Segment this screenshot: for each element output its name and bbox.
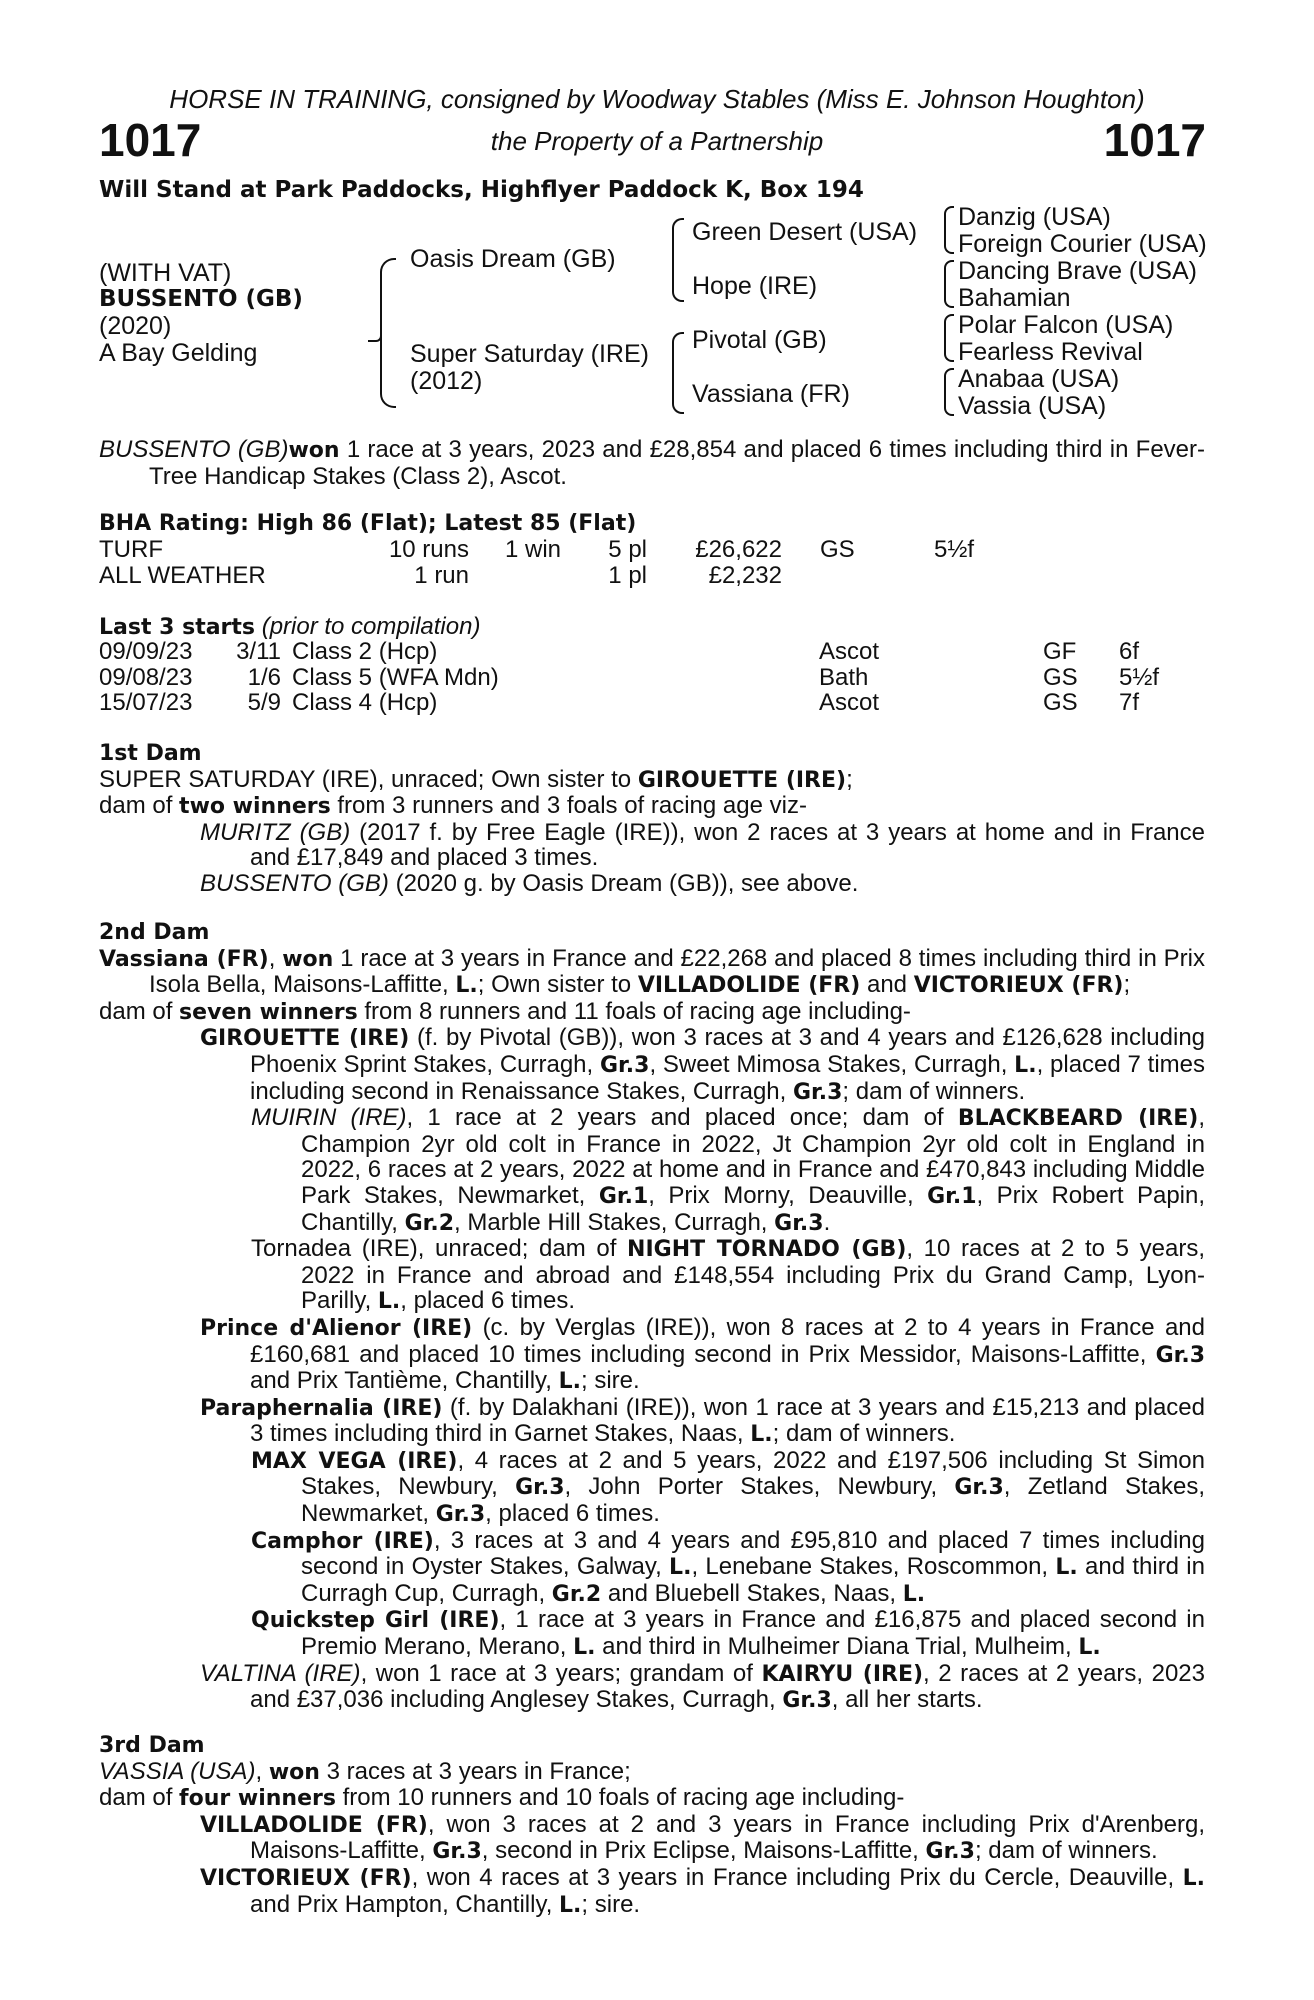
rating-money: £2,232 xyxy=(708,561,782,589)
rating-wins xyxy=(469,563,561,589)
text: dam of xyxy=(99,792,180,820)
text: , xyxy=(255,1757,269,1785)
stand-location: Will Stand at Park Paddocks, Highflyer Paddock K, Box 194 xyxy=(99,177,864,203)
winners-count: two winners xyxy=(179,794,331,820)
horse-name: VICTORIEUX (FR) xyxy=(200,1865,412,1891)
text: , 1 race at 2 years and placed once; dam of xyxy=(406,1104,958,1132)
rating-placed: 1 pl xyxy=(608,561,647,589)
produce-entry xyxy=(99,1865,1205,1918)
pedigree-sire-sire: Green Desert (USA) xyxy=(692,218,918,246)
pedigree-ddd: Vassia (USA) xyxy=(958,392,1107,420)
pedigree-dam-dam: Vassiana (FR) xyxy=(692,380,850,408)
text: and Prix Tantième, Chantilly, xyxy=(250,1367,559,1395)
horse-name: NIGHT TORNADO (GB) xyxy=(627,1237,907,1263)
produce-entry xyxy=(99,1661,1205,1714)
grade: Gr.3 xyxy=(600,1052,650,1078)
grade: L. xyxy=(902,1581,926,1607)
produce-entry xyxy=(99,1812,1205,1865)
horse-name: Paraphernalia (IRE) xyxy=(200,1395,443,1421)
grade: Gr.1 xyxy=(927,1183,977,1209)
text: (f. by Dalakhani (IRE)), won 1 race at 3 years and £15,213 and placed 3 times including third in Garnet Stakes, Naas, xyxy=(250,1393,1205,1448)
pedigree-brace-ss xyxy=(944,206,954,232)
start-date: 09/09/23 xyxy=(99,638,193,665)
text: ; dam of winners. xyxy=(842,1077,1026,1105)
produce-entry xyxy=(99,1105,1205,1236)
text: , Marble Hill Stakes, Curragh, xyxy=(454,1208,775,1236)
start-distance: 7f xyxy=(1119,689,1140,717)
lot-number-left: 1017 xyxy=(99,114,202,166)
rating-row-turf xyxy=(99,537,994,563)
summary-horse-name: BUSSENTO (GB) xyxy=(99,436,289,463)
grade: Gr.3 xyxy=(774,1210,824,1236)
horse-name: GIROUETTE (IRE) xyxy=(200,1026,410,1052)
won: won xyxy=(282,946,334,972)
horse-name: VILLADOLIDE (FR) xyxy=(637,973,861,999)
pedigree-brace-sd xyxy=(944,260,954,286)
horse-name: VASSIA (USA) xyxy=(99,1757,256,1785)
pedigree-dam-sire: Pivotal (GB) xyxy=(692,326,827,354)
lot-number-right: 1017 xyxy=(1103,114,1206,166)
horse-name: MUIRIN (IRE) xyxy=(251,1104,407,1132)
text: dam of xyxy=(99,1784,180,1812)
horse-year: (2020) xyxy=(99,312,172,340)
start-class: Class 2 (Hcp) xyxy=(292,638,438,665)
text: , John Porter Stakes, Newbury, xyxy=(564,1473,955,1501)
pedigree-dss: Polar Falcon (USA) xyxy=(958,311,1174,339)
text: , Champion 2yr old colt in France in 2022, Jt Champion 2yr old colt in England in 2022, 6 races at 2 years, 2022 at home and in France and £470,843 including Middle Park Stakes, Newmarket, xyxy=(301,1104,1206,1209)
pedigree-dds: Anabaa (USA) xyxy=(958,365,1120,393)
text: (2020 g. by Oasis Dream (GB)), see above. xyxy=(388,869,859,897)
grade: L. xyxy=(669,1555,692,1581)
won: won xyxy=(268,1759,320,1785)
rating-money: £26,622 xyxy=(695,536,782,563)
text: , 4 races at 2 and 5 years, 2022 and £197,506 including St Simon Stakes, Newbury, xyxy=(301,1446,1206,1501)
rating-going: GS xyxy=(820,536,855,563)
text: 3 races at 3 years in France; xyxy=(319,1757,631,1785)
horse-name: VICTORIEUX (FR) xyxy=(913,973,1124,999)
text: and Prix Hampton, Chantilly, xyxy=(250,1890,560,1918)
horse-name: VALTINA (IRE) xyxy=(200,1659,361,1687)
text: , all her starts. xyxy=(831,1686,983,1714)
pedigree-brace-sire xyxy=(672,218,684,266)
grade: L. xyxy=(377,1289,401,1315)
text: ; sire. xyxy=(580,1367,640,1395)
first-dam-produce-line xyxy=(99,793,1205,820)
pedigree-ssd: Foreign Courier (USA) xyxy=(958,230,1207,258)
vat-note: (WITH VAT) xyxy=(99,259,232,287)
grade: Gr.3 xyxy=(782,1688,832,1714)
horse-name: BUSSENTO (GB) xyxy=(200,869,389,897)
second-dam-title: 2nd Dam xyxy=(99,920,210,945)
last-starts-heading xyxy=(99,613,480,641)
text: dam of xyxy=(99,997,180,1025)
text: ; xyxy=(1123,971,1131,999)
pedigree-dam-year: (2012) xyxy=(410,367,483,395)
text: from 3 runners and 3 foals of racing age viz- xyxy=(330,792,807,820)
produce-entry xyxy=(99,1395,1205,1448)
text: ; dam of winners. xyxy=(974,1837,1158,1865)
last-starts-title: Last 3 starts xyxy=(99,615,256,640)
first-dam-section xyxy=(99,741,1205,897)
start-course: Bath xyxy=(819,663,869,691)
pedigree-sss: Danzig (USA) xyxy=(958,203,1111,231)
text: and third in Curragh Cup, Curragh, xyxy=(301,1553,1205,1607)
rating-runs: 1 run xyxy=(414,561,469,589)
last-starts-subtitle: (prior to compilation) xyxy=(261,613,481,640)
consignor-line: HORSE IN TRAINING, consigned by Woodway Stables (Miss E. Johnson Houghton) xyxy=(169,84,1145,114)
text: (2017 f. by Free Eagle (IRE)), won 2 races at 3 years at home and in France and £17,849 and placed 3 times. xyxy=(250,818,1205,872)
third-dam-line xyxy=(99,1759,1205,1786)
horse-name: Vassiana (FR) xyxy=(99,946,269,972)
grade: L. xyxy=(558,1369,581,1395)
text: from 8 runners and 11 foals of racing age including- xyxy=(357,997,911,1025)
start-distance: 5½f xyxy=(1119,663,1160,691)
bha-rating-title: BHA Rating: High 86 (Flat); Latest 85 (Flat) xyxy=(99,511,637,536)
horse-name: GIROUETTE (IRE) xyxy=(637,767,847,793)
rating-placed: 5 pl xyxy=(608,536,647,563)
grade: Gr.3 xyxy=(792,1079,843,1105)
third-dam-section xyxy=(99,1733,1205,1918)
pedigree-sdd: Bahamian xyxy=(958,284,1071,312)
start-class: Class 5 (WFA Mdn) xyxy=(292,663,499,691)
text: ; xyxy=(846,765,853,793)
text: , placed 6 times. xyxy=(400,1287,576,1315)
winners-count: seven winners xyxy=(179,999,358,1025)
rating-wins: 1 win xyxy=(504,536,561,563)
grade: Gr.3 xyxy=(954,1475,1004,1501)
third-dam-title: 3rd Dam xyxy=(99,1733,205,1758)
start-position: 1/6 xyxy=(247,663,281,691)
rating-going xyxy=(820,563,934,589)
pedigree-brace-ds xyxy=(944,314,954,340)
grade: L. xyxy=(559,1892,582,1918)
text: , xyxy=(268,944,283,972)
text: 1 race at 3 years in France and £22,268 and placed 8 times including third in Prix Isola Bella, Maisons-Laffitte, xyxy=(149,944,1206,999)
last-starts-table xyxy=(99,639,1179,716)
text: ; dam of winners. xyxy=(772,1420,956,1448)
text: , Sweet Mimosa Stakes, Curragh, xyxy=(649,1050,1015,1078)
text: , won 4 races at 3 years in France including Prix du Cercle, Deauville, xyxy=(411,1863,1183,1891)
start-date: 15/07/23 xyxy=(99,689,193,717)
text: , 10 races at 2 to 5 years, 2022 in France and abroad and £148,554 including Prix du Grand Camp, Lyon-Parilly, xyxy=(301,1235,1205,1315)
grade: L. xyxy=(1078,1635,1101,1661)
second-dam-line xyxy=(99,946,1205,999)
start-going: GF xyxy=(1043,638,1077,665)
start-distance: 6f xyxy=(1119,638,1140,665)
first-dam-line xyxy=(99,767,1205,794)
start-class: Class 4 (Hcp) xyxy=(292,689,438,717)
pedigree-brace-ss-low xyxy=(944,230,954,254)
horse-name: MAX VEGA (IRE) xyxy=(251,1448,458,1474)
pedigree-sire: Oasis Dream (GB) xyxy=(410,245,616,273)
pedigree-brace-main-top xyxy=(380,258,396,342)
rating-table xyxy=(99,537,994,588)
pedigree-brace-dam xyxy=(672,332,684,374)
pedigree-brace-main-bottom xyxy=(380,340,396,408)
horse-name: KAIRYU (IRE) xyxy=(761,1661,924,1687)
text: . xyxy=(823,1208,831,1236)
text: , second in Prix Eclipse, Maisons-Laffitte, xyxy=(481,1837,926,1865)
text: ; Own sister to xyxy=(477,971,638,999)
start-position: 5/9 xyxy=(247,689,281,717)
grade: L. xyxy=(573,1635,596,1661)
text: , placed 6 times. xyxy=(485,1500,660,1528)
grade: L. xyxy=(455,973,478,999)
horse-name: Quickstep Girl (IRE) xyxy=(251,1608,500,1634)
rating-distance: 5½f xyxy=(934,536,975,563)
pedigree-sire-dam: Hope (IRE) xyxy=(692,272,818,300)
pedigree-brace-sire-low xyxy=(672,264,684,302)
rating-surface: TURF xyxy=(99,536,163,563)
text: , Lenebane Stakes, Roscommon, xyxy=(691,1553,1056,1581)
text: , Zetland Stakes, Newmarket, xyxy=(301,1473,1206,1528)
text: from 10 runners and 10 foals of racing age including- xyxy=(335,1784,905,1812)
text: and Bluebell Stakes, Naas, xyxy=(601,1579,903,1607)
text: , Prix Robert Papin, Chantilly, xyxy=(301,1181,1206,1236)
horse-name: Camphor (IRE) xyxy=(251,1528,434,1554)
second-dam-section xyxy=(99,920,1205,1714)
text: SUPER SATURDAY (IRE), unraced; Own sister to xyxy=(99,765,638,793)
text: Tornadea (IRE), unraced; dam of xyxy=(251,1235,628,1263)
pedigree-dsd: Fearless Revival xyxy=(958,338,1143,366)
grade: Gr.3 xyxy=(1155,1342,1205,1368)
grade: Gr.2 xyxy=(404,1210,455,1236)
rating-surface: ALL WEATHER xyxy=(99,561,266,589)
produce-entry xyxy=(99,1448,1205,1528)
grade: Gr.1 xyxy=(598,1183,649,1209)
text: , won 1 race at 3 years; grandam of xyxy=(360,1659,762,1687)
text: and xyxy=(860,971,914,999)
text: , 1 race at 3 years in France and £16,875 and placed second in Premio Merano, Merano, xyxy=(301,1606,1205,1661)
text: (c. by Verglas (IRE)), won 8 races at 2 to 4 years in France and £160,681 and placed 10 times including second in Prix Messidor, Maisons-Laffitte, xyxy=(250,1313,1206,1368)
horse-name: MURITZ (GB) xyxy=(200,818,351,846)
pedigree-brace-sd-low xyxy=(944,284,954,308)
summary-won: won xyxy=(288,438,340,463)
start-course: Ascot xyxy=(819,689,880,717)
rating-row-aw xyxy=(99,563,994,589)
produce-entry xyxy=(99,871,1205,897)
grade: Gr.3 xyxy=(432,1839,482,1865)
produce-entry xyxy=(99,1315,1205,1395)
race-summary xyxy=(99,437,1205,489)
grade: L. xyxy=(750,1422,773,1448)
produce-entry xyxy=(99,1607,1205,1660)
grade: Gr.2 xyxy=(551,1581,602,1607)
text: and third in Mulheimer Diana Trial, Mulheim, xyxy=(595,1633,1079,1661)
text: ; sire. xyxy=(581,1890,641,1918)
second-dam-produce-line xyxy=(99,999,1205,1026)
text: (f. by Pivotal (GB)), won 3 races at 3 and 4 years and £126,628 including Phoenix Sprint Stakes, Curragh, xyxy=(250,1024,1206,1078)
pedigree-dam: Super Saturday (IRE) xyxy=(410,340,649,368)
grade: L. xyxy=(1182,1865,1205,1891)
start-date: 09/08/23 xyxy=(99,663,193,691)
pedigree-brace-dd xyxy=(944,368,954,394)
start-course: Ascot xyxy=(819,638,880,665)
produce-entry xyxy=(99,1236,1205,1315)
start-row xyxy=(99,639,1179,665)
pedigree-brace-dd-low xyxy=(944,392,954,416)
start-row xyxy=(99,690,1179,716)
text: , won 3 races at 2 and 3 years in France including Prix d'Arenberg, Maisons-Laffitte, xyxy=(250,1810,1205,1865)
rating-distance xyxy=(934,563,994,589)
property-line: the Property of a Partnership xyxy=(490,126,824,156)
pedigree-sds: Dancing Brave (USA) xyxy=(958,257,1197,285)
grade: L. xyxy=(1014,1052,1037,1078)
grade: Gr.3 xyxy=(925,1839,975,1865)
third-dam-produce-line xyxy=(99,1785,1205,1812)
pedigree-brace-dam-low xyxy=(672,372,684,414)
start-going: GS xyxy=(1043,663,1078,691)
text: , placed 7 times including second in Renaissance Stakes, Curragh, xyxy=(250,1050,1206,1105)
horse-name: BUSSENTO (GB) xyxy=(99,286,303,312)
produce-entry xyxy=(99,820,1205,871)
horse-description: A Bay Gelding xyxy=(99,339,258,367)
rating-runs: 10 runs xyxy=(388,536,469,563)
produce-entry xyxy=(99,1025,1205,1105)
summary-text: 1 race at 3 years, 2023 and £28,854 and placed 6 times including third in Fever-Tree Handicap Stakes (Class 2), Ascot. xyxy=(149,436,1205,490)
horse-name: Prince d'Alienor (IRE) xyxy=(200,1315,473,1341)
pedigree-brace-ds-low xyxy=(944,338,954,362)
grade: Gr.3 xyxy=(515,1475,565,1501)
start-going: GS xyxy=(1043,689,1078,717)
grade: L. xyxy=(1055,1555,1078,1581)
winners-count: four winners xyxy=(179,1786,336,1812)
grade: Gr.3 xyxy=(435,1502,486,1528)
horse-name: BLACKBEARD (IRE) xyxy=(957,1106,1199,1132)
text: , Prix Morny, Deauville, xyxy=(648,1181,928,1209)
text: , 3 races at 3 and 4 years and £95,810 and placed 7 times including second in Oyster Stakes, Galway, xyxy=(301,1526,1206,1581)
start-position: 3/11 xyxy=(236,638,281,665)
text: , 2 races at 2 years, 2023 and £37,036 including Anglesey Stakes, Curragh, xyxy=(250,1659,1206,1714)
horse-name: VILLADOLIDE (FR) xyxy=(200,1812,428,1838)
first-dam-title: 1st Dam xyxy=(99,741,202,766)
produce-entry xyxy=(99,1528,1205,1608)
start-row xyxy=(99,665,1179,691)
